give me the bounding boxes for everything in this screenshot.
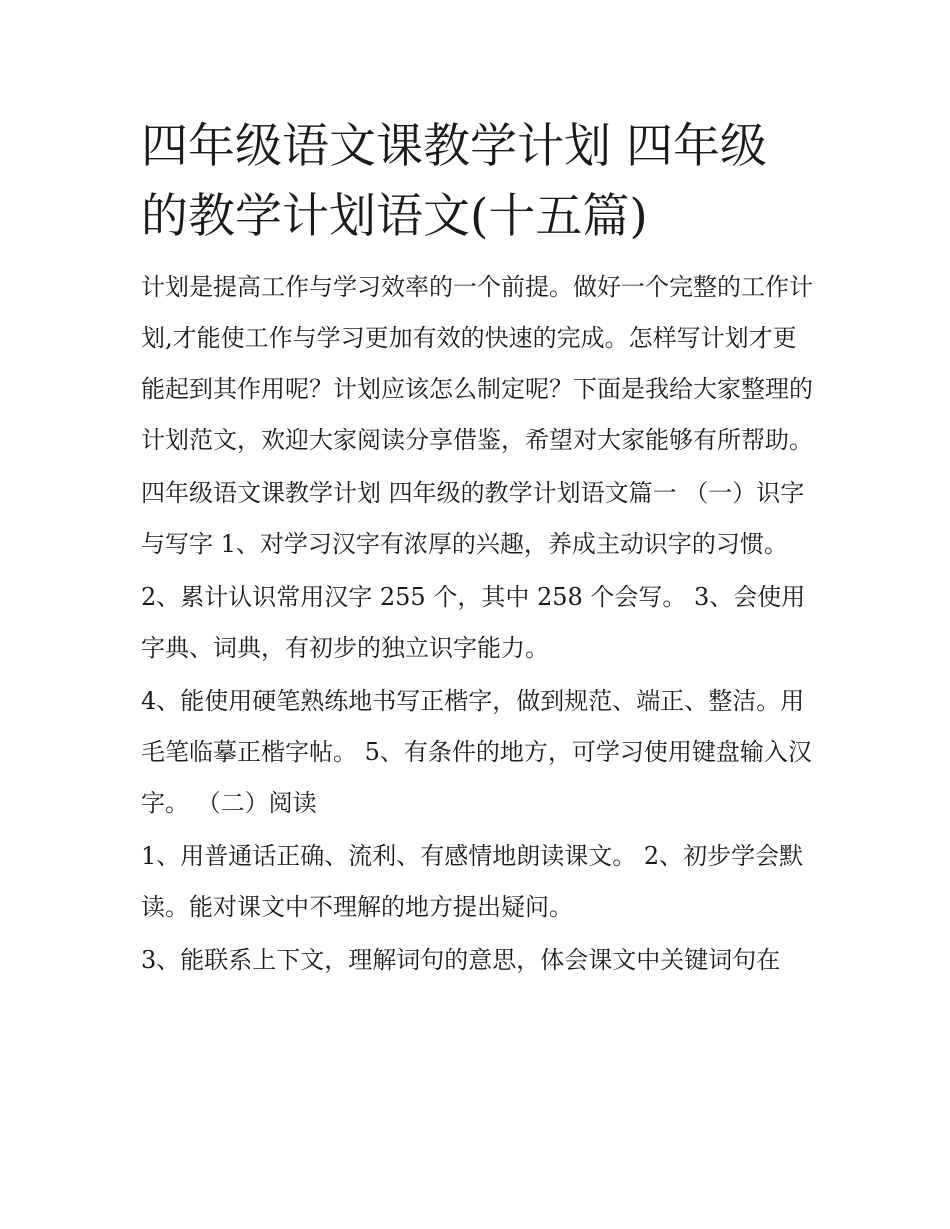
paragraph-section-1: 四年级语文课教学计划 四年级的教学计划语文篇一 （一）识字与写字 1、对学习汉字有浓厚的兴趣，养成主动识字的习惯。 [141,479,805,558]
intro-paragraph: 计划是提高工作与学习效率的一个前提。做好一个完整的工作计划,才能使工作与学习更加有效的快速的完成。怎样写计划才更能起到其作用呢？计划应该怎么制定呢？下面是我给大家整理的计划范文，欢迎大家阅读分享借鉴，希望对大家能够有所帮助。 [141,273,813,454]
paragraph-reading-1-2: 1、用普通话正确、流利、有感情地朗读课文。 2、初步学会默读。能对课文中不理解的地方提出疑问。 [141,842,804,921]
paragraph-literacy-4-5: 4、能使用硬笔熟练地书写正楷字，做到规范、端正、整洁。用毛笔临摹正楷字帖。 5、有条件的地方，可学习使用键盘输入汉字。 （二）阅读 [141,687,812,817]
paragraph-literacy-2-3: 2、累计认识常用汉字 255 个，其中 258 个会写。 3、会使用字典、词典，有初步的独立识字能力。 [141,583,806,662]
document-page [141,112,813,986]
document-title: 四年级语文课教学计划 四年级的教学计划语文(十五篇) [141,119,767,244]
paragraph-reading-3: 3、能联系上下文，理解词句的意思，体会课文中关键词句在 [141,946,781,974]
